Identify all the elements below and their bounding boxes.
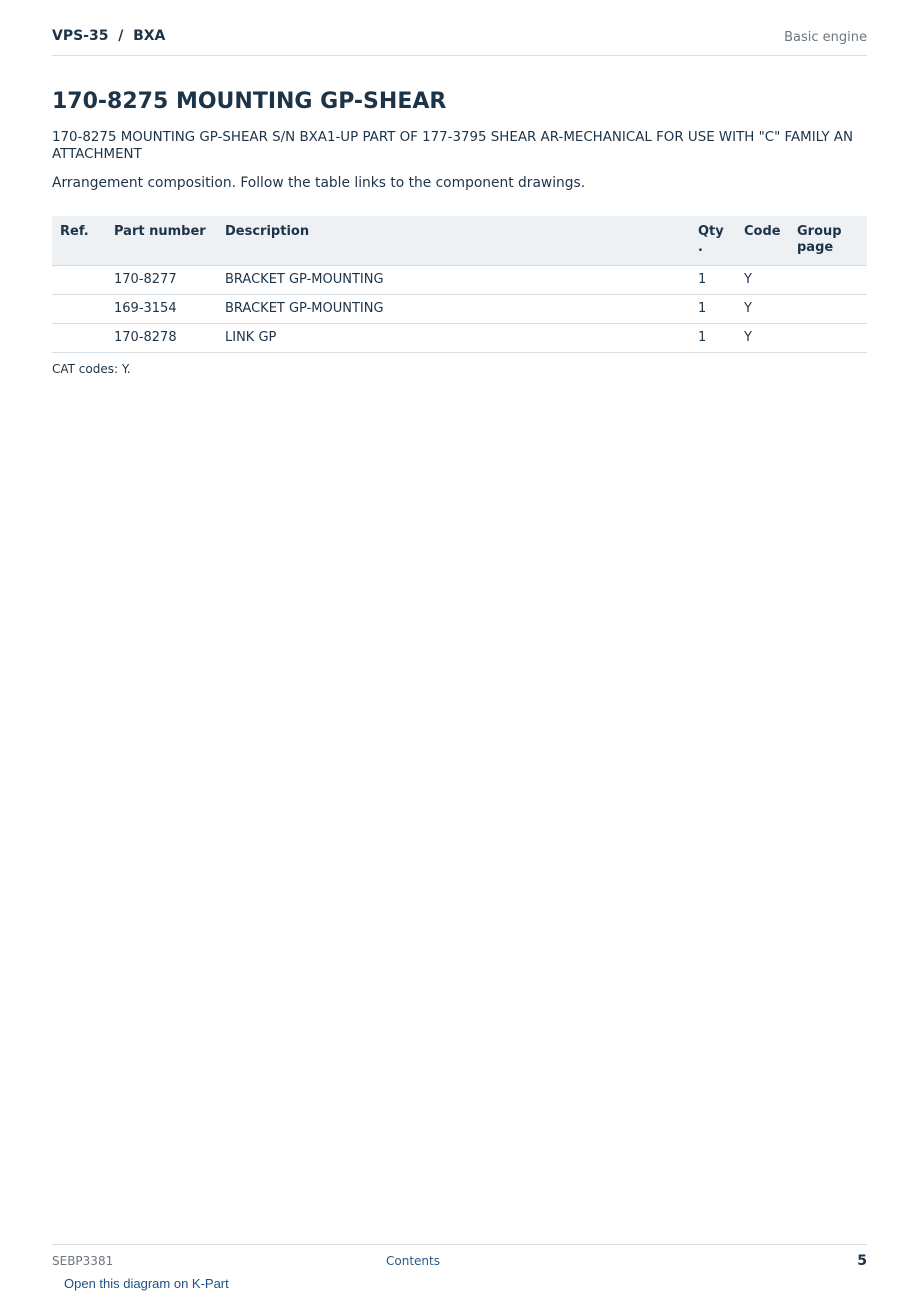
cell-part-number[interactable]: 170-8277: [106, 266, 217, 295]
cell-description: LINK GP: [217, 324, 690, 353]
parts-table-header: [52, 216, 867, 266]
parts-table: [52, 216, 867, 353]
parts-table-body: [52, 266, 867, 353]
table-row[interactable]: [52, 295, 867, 324]
cell-ref: [52, 266, 106, 295]
cell-code: Y: [736, 295, 789, 324]
section-label: Basic engine: [784, 30, 867, 45]
intro-text: Arrangement composition. Follow the table links to the component drawings.: [52, 175, 586, 191]
arrangement-description: 170-8275 MOUNTING GP-SHEAR S/N BXA1-UP PART OF 177-3795 SHEAR AR-MECHANICAL FOR USE WITH "C" FAMILY AN ATTACHMENT: [52, 130, 853, 162]
table-row[interactable]: [52, 266, 867, 295]
cell-part-number[interactable]: 169-3154: [106, 295, 217, 324]
header-description: Description: [217, 216, 690, 266]
header-ref: Ref.: [52, 216, 106, 266]
cell-code: Y: [736, 324, 789, 353]
header-group-page: Group page: [789, 216, 867, 266]
cell-qty: 1: [690, 295, 736, 324]
open-in-kpart-link[interactable]: Open this diagram on K-Part: [64, 1276, 229, 1291]
page-footer: [52, 1244, 867, 1275]
header-part-number: Part number: [106, 216, 217, 266]
document-id: SEBP3381: [52, 1254, 114, 1268]
model-label: VPS-35 / BXA: [52, 28, 166, 44]
header-row: [52, 216, 867, 266]
cell-group-page: [789, 324, 867, 353]
cell-group-page: [789, 266, 867, 295]
page-number: 5: [857, 1253, 867, 1269]
cell-qty: 1: [690, 324, 736, 353]
contents-link[interactable]: Contents: [386, 1254, 440, 1268]
cell-group-page: [789, 295, 867, 324]
page-title: 170-8275 MOUNTING GP-SHEAR: [52, 89, 447, 114]
header-qty: Qty .: [690, 216, 736, 266]
cell-description: BRACKET GP-MOUNTING: [217, 266, 690, 295]
cell-qty: 1: [690, 266, 736, 295]
cell-ref: [52, 295, 106, 324]
cell-code: Y: [736, 266, 789, 295]
cell-part-number[interactable]: 170-8278: [106, 324, 217, 353]
header-code: Code: [736, 216, 789, 266]
cell-ref: [52, 324, 106, 353]
cell-description: BRACKET GP-MOUNTING: [217, 295, 690, 324]
page-header: [52, 28, 867, 56]
cat-codes-note: CAT codes: Y.: [52, 362, 131, 376]
table-row[interactable]: [52, 324, 867, 353]
